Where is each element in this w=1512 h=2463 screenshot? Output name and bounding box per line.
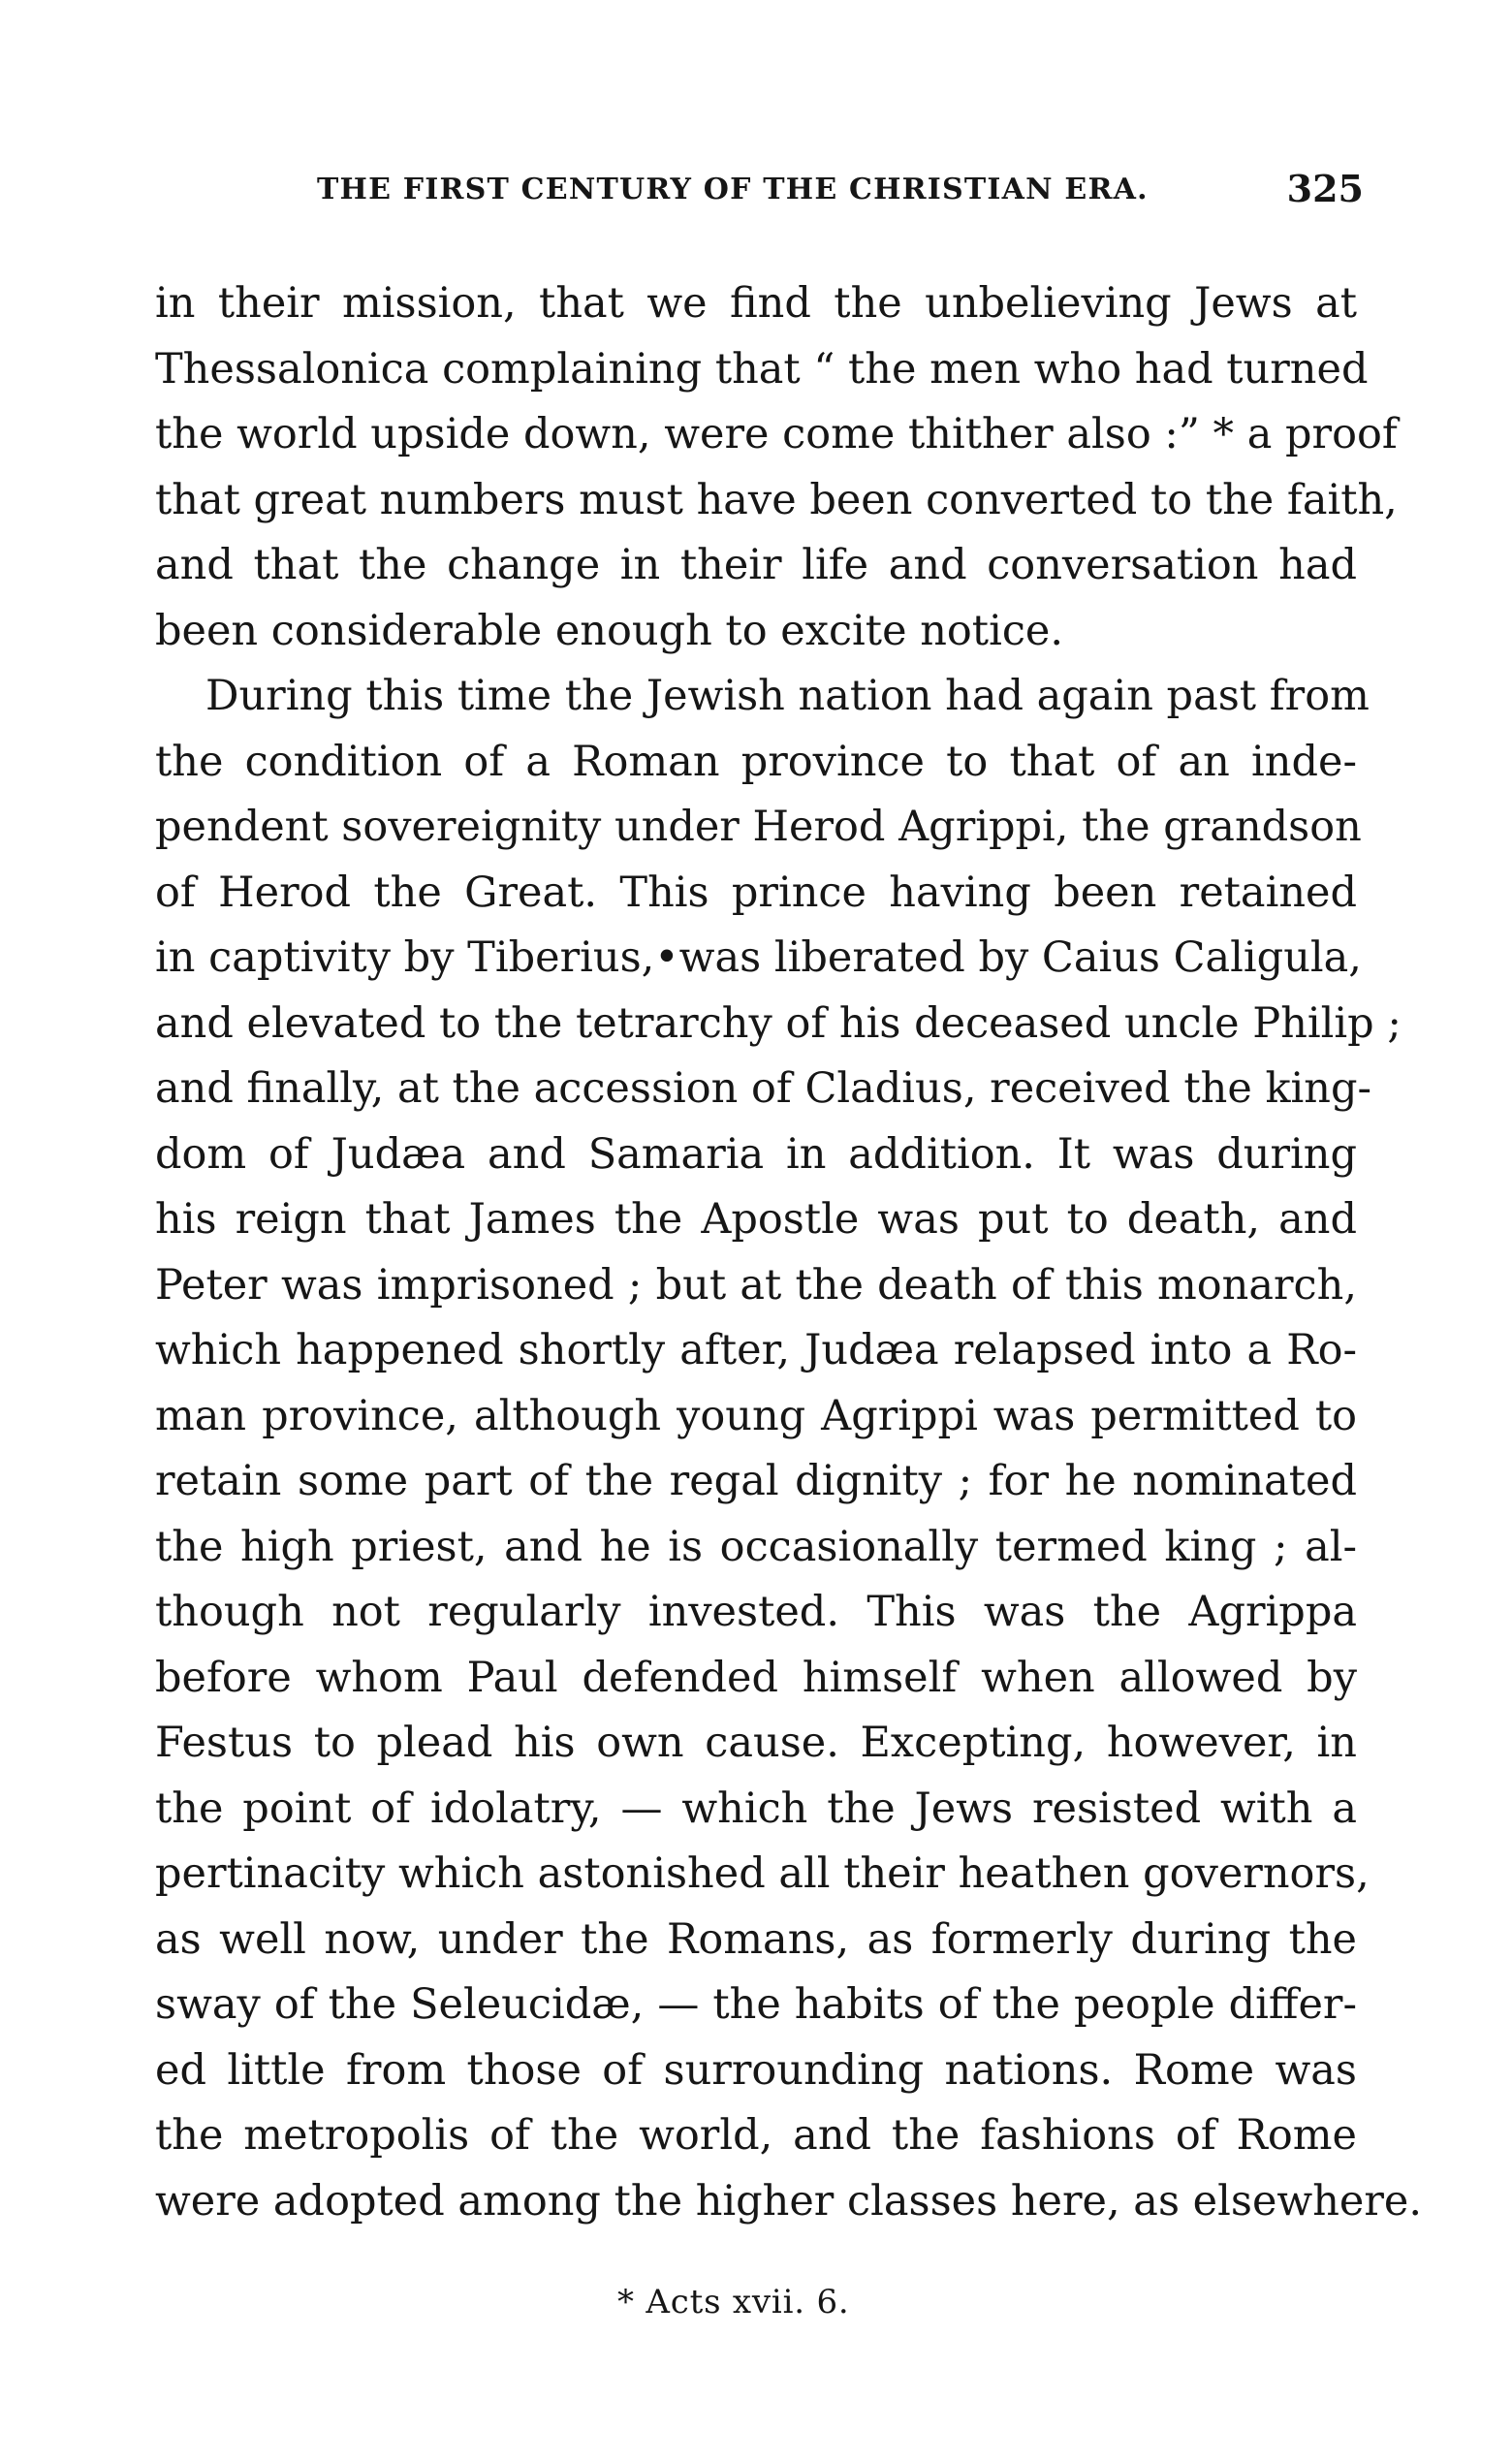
text-line: and finally, at the accession of Cladius, received the king-	[155, 1064, 1372, 1113]
running-title: THE FIRST CENTURY OF THE CHRISTIAN ERA.	[317, 173, 1149, 206]
text-line: in captivity by Tiberius,•was liberated by Caius Caligula,	[155, 933, 1362, 982]
text-line: retain some part of the regal dignity ; for he nominated	[155, 1457, 1357, 1505]
text-line: as well now, under the Romans, as formerly during the	[155, 1914, 1357, 1964]
text-line: man province, although young Agrippi was permitted to	[155, 1391, 1357, 1440]
text-line: that great numbers must have been converted to the faith,	[155, 475, 1398, 524]
text-line: Peter was imprisoned ; but at the death of this monarch,	[155, 1260, 1357, 1310]
text-line: pertinacity which astonished all their heathen governors,	[155, 1849, 1370, 1898]
text-line: in their mission, that we find the unbelieving Jews at	[155, 279, 1357, 328]
page-number: 325	[1286, 167, 1364, 210]
footnote: * Acts xvii. 6.	[617, 2283, 850, 2321]
text-line: the condition of a Roman province to that of an inde-	[155, 737, 1357, 786]
text-line: dom of Judæa and Samaria in addition. It was during	[155, 1129, 1357, 1179]
text-line: ed little from those of surrounding nations. Rome was	[155, 2045, 1357, 2095]
text-line: were adopted among the higher classes here, as elsewhere.	[155, 2176, 1423, 2226]
text-line: though not regularly invested. This was the Agrippa	[155, 1588, 1357, 1636]
text-line: Thessalonica complaining that “ the men who had turned	[155, 344, 1369, 394]
text-line: and that the change in their life and conversation had	[155, 541, 1357, 589]
text-line: of Herod the Great. This prince having been retained	[155, 868, 1357, 917]
body-text	[155, 271, 1423, 2234]
running-head	[317, 167, 1364, 210]
text-line: During this time the Jewish nation had again past from	[205, 672, 1370, 720]
text-line: his reign that James the Apostle was put to death, and	[155, 1195, 1357, 1244]
text-line: which happened shortly after, Judæa relapsed into a Ro-	[155, 1326, 1357, 1374]
text-line: and elevated to the tetrarchy of his deceased uncle Philip ;	[155, 998, 1402, 1048]
text-line: the world upside down, were come thither also :” * a proof	[155, 410, 1398, 458]
paragraph	[155, 664, 1423, 2234]
text-line: the point of idolatry, — which the Jews resisted with a	[155, 1784, 1357, 1833]
text-line: the high priest, and he is occasionally termed king ; al-	[155, 1522, 1357, 1571]
text-line: Festus to plead his own cause. Excepting, however, in	[155, 1719, 1357, 1767]
text-line: sway of the Seleucidæ, — the habits of the people differ-	[155, 1980, 1357, 2029]
text-line: the metropolis of the world, and the fashions of Rome	[155, 2111, 1357, 2160]
text-line: pendent sovereignity under Herod Agrippi, the grandson	[155, 803, 1362, 851]
paragraph	[155, 271, 1398, 664]
text-line: been considerable enough to excite notice.	[155, 606, 1064, 655]
text-line: before whom Paul defended himself when allowed by	[155, 1653, 1357, 1702]
